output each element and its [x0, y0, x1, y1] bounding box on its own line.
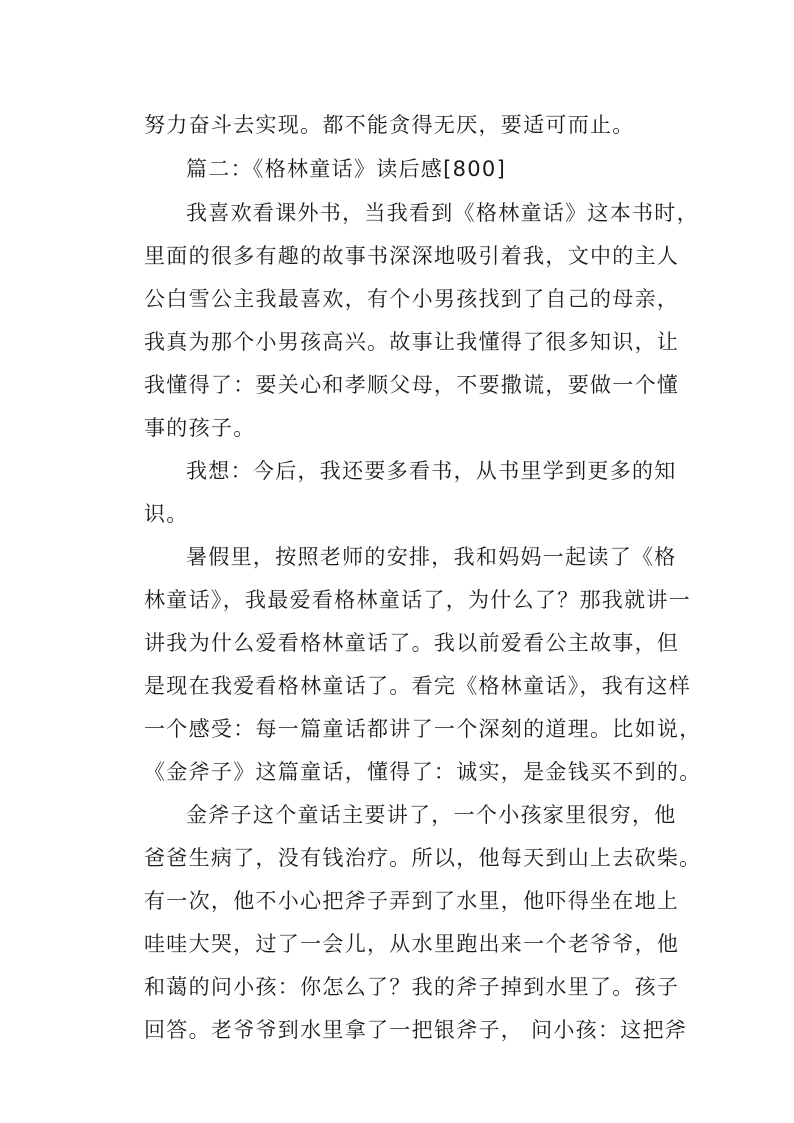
- body-text-line: 和蔼的问小孩：你怎么了？我的斧子掉到水里了。孩子: [144, 975, 680, 999]
- body-text-line: 林童话》，我最爱看格林童话了，为什么了？那我就讲一: [144, 588, 691, 612]
- paragraph-first-line: 暑假里，按照老师的安排，我和妈妈一起读了《格: [186, 545, 677, 569]
- body-text-line: 公白雪公主我最喜欢，有个小男孩找到了自己的母亲，: [144, 287, 680, 311]
- body-text-line: 《金斧子》这篇童话，懂得了：诚实，是金钱买不到的。: [144, 760, 702, 784]
- body-text-line: 有一次，他不小心把斧子弄到了水里，他吓得坐在地上: [144, 889, 680, 913]
- body-text-line: 里面的很多有趣的故事书深深地吸引着我，文中的主人: [144, 244, 680, 268]
- body-text-line: 爸爸生病了，没有钱治疗。所以，他每天到山上去砍柴。: [144, 846, 702, 870]
- paragraph-first-line: 我喜欢看课外书，当我看到《格林童话》这本书时，: [186, 201, 699, 225]
- body-text-line: 我真为那个小男孩高兴。故事让我懂得了很多知识，让: [144, 330, 680, 354]
- body-text-line: 识。: [144, 502, 189, 526]
- body-text-line: 我懂得了：要关心和孝顺父母，不要撒谎，要做一个懂: [144, 373, 680, 397]
- body-text-line: 事的孩子。: [144, 416, 256, 440]
- body-text-line: 努力奋斗去实现。都不能贪得无厌，要适可而止。: [144, 113, 635, 137]
- body-text-line: 一个感受：每一篇童话都讲了一个深刻的道理。比如说，: [144, 717, 702, 741]
- body-text-line: 是现在我爱看格林童话了。看完《格林童话》，我有这样: [144, 674, 691, 698]
- paragraph-first-line: 我想：今后，我还要多看书，从书里学到更多的知: [186, 459, 677, 483]
- section-heading: 篇二：《格林童话》读后感[800]: [186, 157, 507, 181]
- body-text-line: 讲我为什么爱看格林童话了。我以前爱看公主故事，但: [144, 631, 680, 655]
- body-text-line: 哇哇大哭，过了一会儿，从水里跑出来一个老爷爷，他: [144, 932, 680, 956]
- body-text-line: 回答。老爷爷到水里拿了一把银斧子， 问小孩：这把斧: [144, 1018, 688, 1042]
- paragraph-first-line: 金斧子这个童话主要讲了，一个小孩家里很穷，他: [186, 803, 677, 827]
